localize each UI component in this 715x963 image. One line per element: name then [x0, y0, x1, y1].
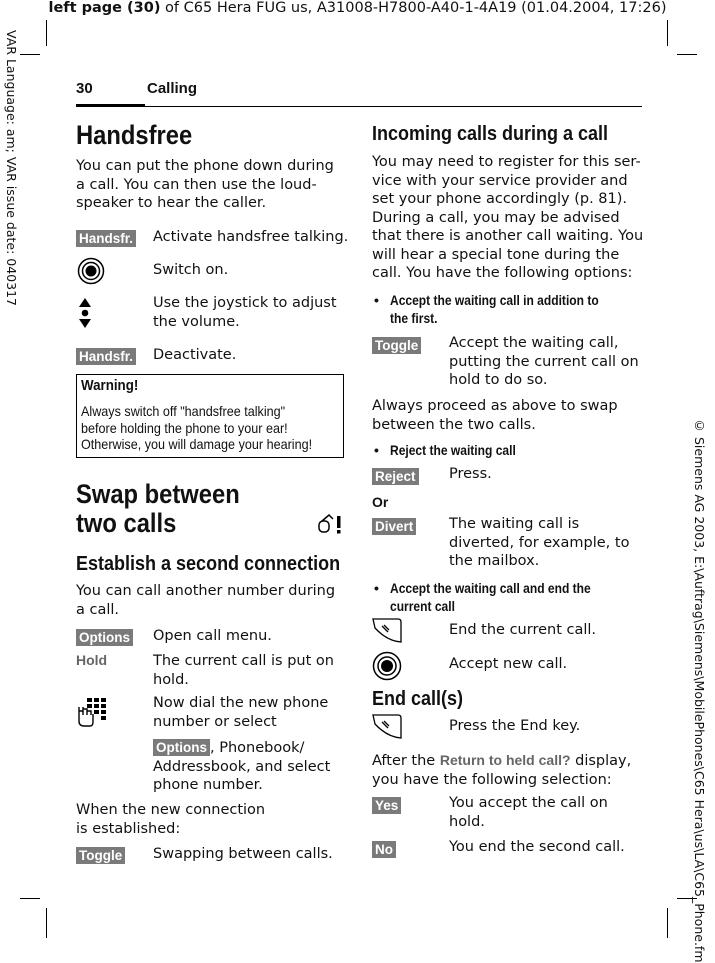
intro-line: You can put the phone down during: [76, 158, 334, 174]
handsfree-heading: Handsfree: [76, 120, 193, 150]
end-calls-heading: End call(s): [372, 688, 464, 710]
network-service-icon: [318, 514, 344, 536]
softkey-label: Handsfr.: [76, 348, 136, 365]
row-text: [449, 515, 629, 571]
warning-title: Warning!: [81, 378, 139, 394]
when-established: [76, 801, 265, 838]
text-part: After the: [372, 753, 440, 769]
intro-line: a call. You can then use the loud-: [76, 176, 317, 193]
row-text-line: diverted, for example, to: [449, 534, 630, 551]
warning-line: Otherwise, you will damage your hearing!: [81, 436, 313, 452]
softkey-label: Options: [76, 629, 133, 646]
swap-heading-line: two calls: [76, 508, 177, 538]
joystick-press-icon: [77, 257, 105, 285]
softkey-label: Yes: [372, 797, 401, 814]
end-key-icon: [372, 618, 402, 644]
swap-heading-line: Swap between: [76, 479, 240, 509]
bullet-line: Accept the waiting call in addition to: [390, 292, 599, 308]
header-rule: [145, 106, 642, 107]
bullet-dot: •: [374, 580, 379, 596]
bullet-line: Accept the waiting call and end the: [390, 580, 591, 596]
joystick-up-down-icon: [78, 296, 92, 330]
side-info-right: © Siemens AG 2003, E:\Auftrag\Siemens\MobilePhones\C65 Hera\us\LA\C65_Phone.fm: [692, 418, 707, 963]
yes-key-row: [372, 795, 401, 814]
softkey-label: Toggle: [76, 847, 125, 864]
softkey-label: Divert: [372, 518, 416, 535]
after-return-text: [372, 751, 631, 789]
row-text: [153, 652, 334, 689]
crop-mark: [46, 908, 47, 938]
row-text-line: The current call is put on: [153, 653, 334, 669]
row-text-line: Use the joystick to adjust: [153, 295, 337, 311]
swap-heading: [76, 480, 240, 538]
bullet-reject: Reject the waiting call: [390, 442, 516, 458]
reject-key-row: [372, 466, 419, 485]
print-header: [0, 0, 715, 16]
row-text-line: number or select: [153, 713, 277, 730]
bullet-accept-and-end: [390, 579, 591, 615]
row-text-line: You accept the call on: [449, 795, 608, 811]
section-title: Calling: [147, 80, 198, 97]
row-text: You end the second call.: [449, 839, 625, 855]
bullet-dot: •: [374, 442, 379, 458]
handsfree-key: [76, 346, 136, 365]
row-text: Open call menu.: [153, 628, 272, 644]
intro-line: a call.: [76, 601, 120, 618]
incoming-heading: Incoming calls during a call: [372, 123, 609, 145]
incoming-intro: [372, 153, 643, 283]
row-text-line: hold.: [153, 671, 189, 688]
end-key-icon: [372, 714, 402, 740]
intro-line: During a call, you may be advised: [372, 209, 620, 226]
bullet-accept-in-addition: [390, 291, 599, 327]
softkey-label: Handsfr.: [76, 230, 136, 247]
row-text: [449, 794, 608, 831]
text-line: you have the following selection:: [372, 771, 612, 788]
intro-line: You can call another number during: [76, 583, 336, 599]
second-connection-heading: Establish a second connection: [76, 553, 341, 575]
intro-line: call. You have the following options:: [372, 265, 633, 281]
intro-line: set your phone accordingly (p. 81).: [372, 191, 628, 207]
row-text-line: phone number.: [153, 777, 263, 793]
row-text: End the current call.: [449, 622, 597, 638]
handsfree-intro: [76, 157, 334, 213]
softkey-label: Toggle: [372, 337, 421, 354]
softkey-label: Options: [153, 739, 210, 756]
toggle-key-row: [76, 845, 125, 864]
row-text-line: the mailbox.: [449, 553, 540, 569]
text-line: When the new connection: [76, 802, 266, 818]
or-label: Or: [372, 494, 389, 510]
bullet-line: the first.: [390, 310, 438, 326]
row-text: Switch on.: [153, 262, 229, 278]
row-text: [449, 334, 639, 390]
row-text-line: hold to do so.: [449, 372, 548, 388]
swap-intro: [76, 582, 335, 619]
page-number: 30: [76, 80, 93, 97]
warning-box: [76, 374, 344, 458]
intro-line: speaker to hear the caller.: [76, 195, 267, 211]
always-proceed: [372, 397, 618, 434]
toggle-key-row: [372, 335, 421, 354]
row-text-line: hold.: [449, 813, 485, 830]
no-key-row: [372, 839, 396, 858]
softkey-label: Reject: [372, 468, 419, 485]
softkey-label: No: [372, 841, 396, 858]
row-text: [153, 694, 328, 731]
crop-mark: [20, 898, 40, 899]
intro-line: vice with your service provider and: [372, 172, 628, 189]
text-line: is established:: [76, 820, 181, 837]
handsfree-key: [76, 228, 136, 247]
row-text-line: the volume.: [153, 313, 240, 330]
print-header-bold: left page (30): [48, 0, 161, 16]
display-text-return-to-held: Return to held call?: [439, 752, 571, 768]
intro-line: that there is another call waiting. You: [372, 228, 644, 244]
text-line: Always proceed as above to swap: [372, 398, 618, 414]
warning-text: [81, 403, 312, 453]
row-text-line: Addressbook, and select: [153, 758, 331, 775]
keypad-icon: [76, 697, 108, 727]
intro-line: will hear a special tone during the: [372, 246, 620, 263]
options-key-row: [76, 627, 133, 646]
joystick-press-icon: [372, 651, 402, 681]
print-header-rest: of C65 Hera FUG us, A31008-H7800-A40-1-4A19 (01.04.2004, 17:26): [160, 0, 667, 16]
row-text-line: , Phonebook/: [210, 740, 305, 756]
row-text: Press.: [449, 466, 492, 482]
row-text-line: Now dial the new phone: [153, 695, 329, 711]
bullet-dot: •: [374, 292, 379, 308]
header-rule-thick: [76, 104, 145, 107]
row-text: Swapping between calls.: [153, 846, 333, 862]
row-text-line: putting the current call on: [449, 353, 639, 370]
crop-mark: [46, 20, 47, 46]
text-line: between the two calls.: [372, 416, 536, 433]
warning-line: Always switch off "handsfree talking": [81, 403, 286, 419]
row-text: Deactivate.: [153, 347, 237, 363]
select-options-text: [153, 739, 330, 795]
crop-mark: [677, 54, 697, 55]
row-text: [153, 294, 337, 331]
row-text: Press the End key.: [449, 718, 581, 734]
text-part: display,: [570, 753, 632, 769]
row-text-line: Accept the waiting call,: [449, 335, 619, 351]
row-text: Activate handsfree talking.: [153, 229, 349, 245]
divert-key-row: [372, 516, 416, 535]
row-text: Accept new call.: [449, 656, 568, 672]
crop-mark: [667, 908, 668, 938]
crop-mark: [20, 54, 40, 55]
warning-line: before holding the phone to your ear!: [81, 419, 288, 436]
crop-mark: [667, 20, 668, 46]
row-text-line: The waiting call is: [449, 516, 580, 532]
intro-line: You may need to register for this ser-: [372, 154, 641, 170]
hold-label: Hold: [76, 652, 108, 668]
bullet-line: current call: [390, 598, 455, 614]
side-info-left: VAR Language: am; VAR issue date: 040317: [4, 30, 19, 306]
